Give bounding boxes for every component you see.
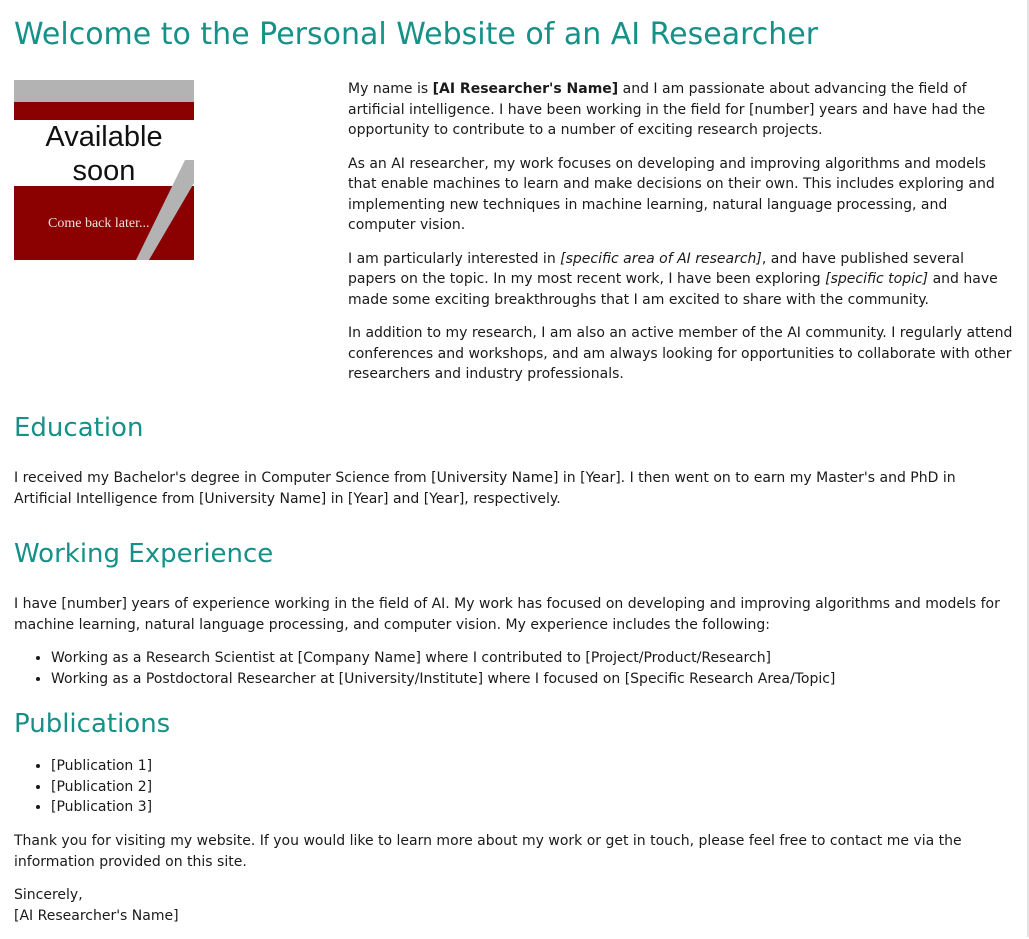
experience-list [14,648,1014,689]
come-back-later-text: Come back later... [48,216,150,231]
publications-list [14,756,1014,818]
research-area: [specific area of AI research] [560,250,762,267]
closing-signoff-block [14,885,1014,926]
intro-p3-b: , and have published several papers on the topic. In my most recent work, I have been exploring [348,250,964,287]
education-heading: Education [14,413,144,443]
closing-thanks: Thank you for visiting my website. If you would like to learn more about my work or get in touch, please feel free to contact me via the information provided on this site. [14,833,962,870]
closing-signoff: Sincerely, [14,887,83,903]
placeholder-image [14,80,194,260]
publications-section [14,756,1014,818]
list-item: • [Publication 3] [51,797,1014,818]
experience-heading: Working Experience [14,539,274,569]
intro-paragraph-1 [348,79,1014,141]
intro-paragraph-2: As an AI researcher, my work focuses on developing and improving algorithms and models that enable machines to learn and make decisions on their own. This includes exploring and implementing new techniques in machine learning, natural language processing, and computer vision. [348,155,995,233]
list-item: • [Publication 1] [51,756,1014,777]
list-item: • Working as a Postdoctoral Researcher at [University/Institute] where I focused on [Specific Research Area/Topic] [51,669,1014,690]
grey-band [14,80,194,102]
available-soon-graphic [14,80,194,260]
closing-signature: [AI Researcher's Name] [14,907,179,924]
experience-text: I have [number] years of experience working in the field of AI. My work has focused on developing and improving algorithms and models for machine learning, natural language processing, and computer vision. My experience includes the following: [14,596,1000,633]
education-text: I received my Bachelor's degree in Computer Science from [University Name] in [Year]. I then went on to earn my Master's and PhD in Artificial Intelligence from [University Name] in [Year] and [Year], respectively. [14,470,956,507]
list-item: • [Publication 2] [51,777,1014,798]
available-text: Available [45,121,163,153]
intro-p1-before: My name is [348,81,433,97]
publications-heading: Publications [14,709,171,739]
intro-paragraph-4: In addition to my research, I am also an active member of the AI community. I regularly attend conferences and workshops, and am always looking for opportunities to collaborate with other researchers and industry professionals. [348,325,1013,382]
red-band-top [14,102,194,120]
intro-p1-after: and I am passionate about advancing the field of artificial intelligence. I have been working in the field for [number] years and have had the opportunity to contribute to a number of exciting research projects. [348,81,986,138]
soon-text: soon [72,155,136,187]
list-item: • Working as a Research Scientist at [Company Name] where I contributed to [Project/Product/Research] [51,648,1014,669]
researcher-name: [AI Researcher's Name] [432,81,619,97]
closing-section [14,831,1014,939]
education-section [14,468,1014,522]
intro-p3-a: I am particularly interested in [348,250,561,267]
intro-section [348,79,1014,398]
intro-paragraph-3 [348,249,1014,311]
research-topic: [specific topic] [825,271,929,287]
experience-section [14,594,1014,689]
intro-p3-c: and have made some exciting breakthroughs that I am excited to share with the community. [348,271,998,308]
page-title: Welcome to the Personal Website of an AI Researcher [14,17,819,52]
